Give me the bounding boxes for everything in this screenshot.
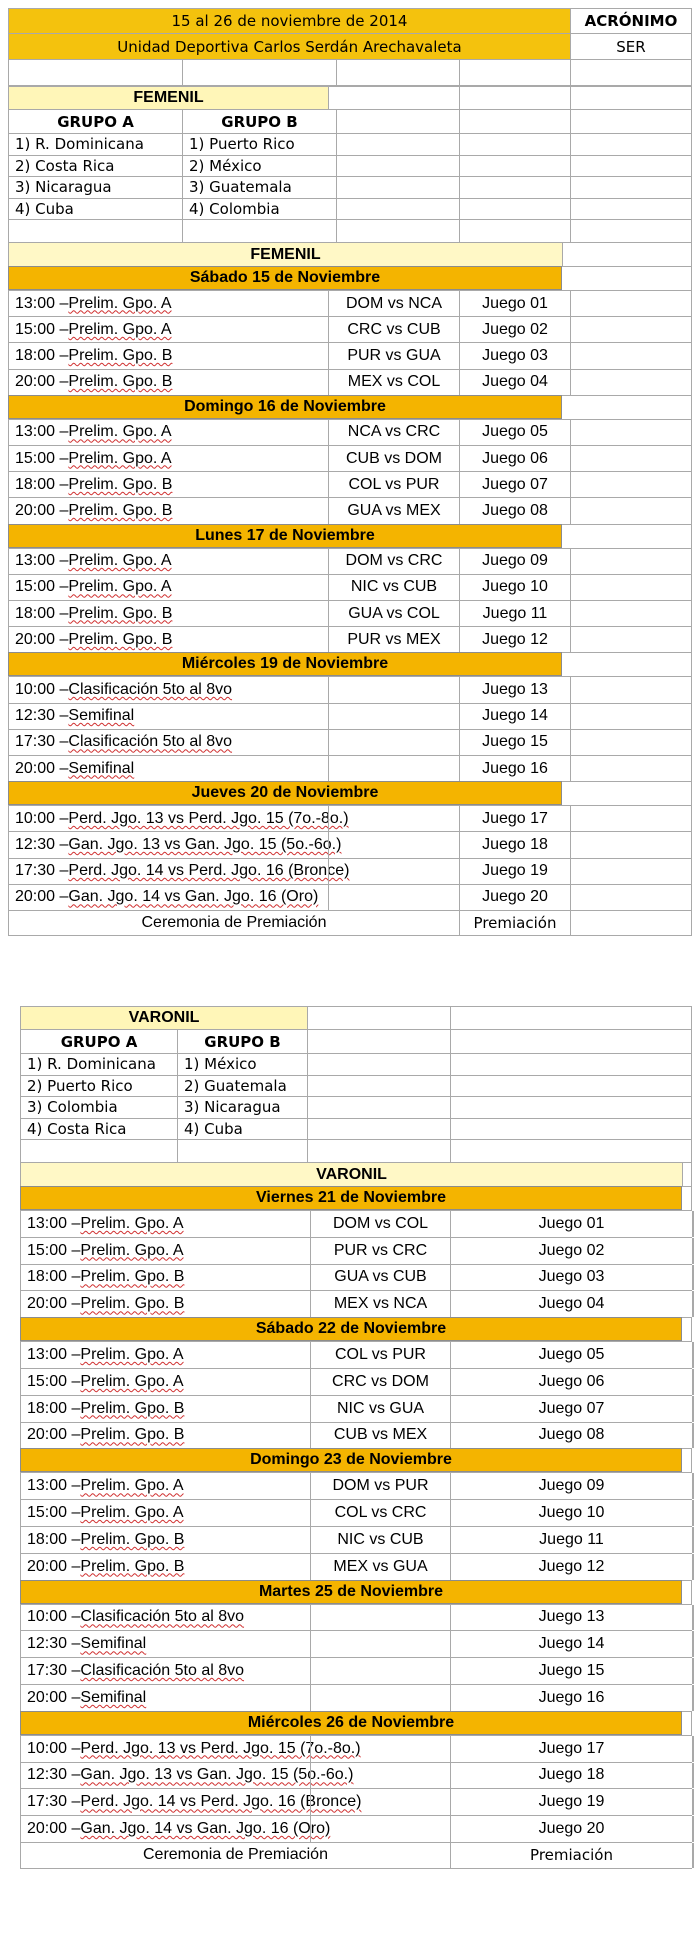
game-phase: Prelim. Gpo. A (80, 1504, 184, 1522)
game-time: 20:00 – (27, 1295, 81, 1313)
game-row (20, 1368, 692, 1395)
game-matchup: NIC vs CUB (310, 1527, 450, 1553)
game-description (20, 1763, 354, 1789)
game-time: 17:30 – (27, 1662, 81, 1680)
game-time: 20:00 – (27, 1688, 81, 1706)
game-description (8, 575, 328, 600)
game-time: 20:00 – (27, 1426, 81, 1444)
game-description (8, 885, 328, 910)
game-number: Juego 15 (450, 1658, 692, 1684)
group-b-label: GRUPO B (182, 110, 336, 133)
game-matchup: GUA vs COL (328, 601, 459, 626)
game-description (8, 704, 328, 729)
day-header: Jueves 20 de Noviembre (8, 781, 562, 805)
varonil-group-row (20, 1096, 692, 1118)
game-matchup: GUA vs MEX (328, 498, 459, 523)
game-row (8, 703, 692, 729)
game-phase: Prelim. Gpo. B (80, 1399, 185, 1417)
game-description (8, 677, 328, 702)
game-phase: Gan. Jgo. 13 vs Gan. Jgo. 15 (5o.-6o.) (68, 835, 342, 853)
game-row (8, 342, 692, 368)
game-number: Juego 04 (450, 1291, 692, 1317)
game-number: Juego 06 (450, 1369, 692, 1395)
femenil-group-row (8, 133, 692, 155)
game-phase: Prelim. Gpo. A (68, 552, 172, 570)
game-description (20, 1605, 310, 1631)
game-number: Juego 17 (450, 1736, 692, 1762)
game-time: 13:00 – (15, 552, 69, 570)
game-row (20, 1604, 692, 1631)
game-matchup: COL vs CRC (310, 1500, 450, 1526)
game-row (20, 1735, 692, 1762)
game-number: Juego 06 (459, 446, 570, 471)
game-matchup: CRC vs DOM (310, 1369, 450, 1395)
game-row (8, 574, 692, 600)
game-time: 18:00 – (27, 1268, 81, 1286)
ceremony-label: Ceremonia de Premiación (20, 1843, 450, 1868)
ceremony-row (20, 1842, 692, 1869)
varonil-title: VARONIL (20, 1007, 307, 1029)
femenil-title: FEMENIL (8, 87, 328, 109)
varonil-schedule-title: VARONIL (20, 1163, 682, 1186)
game-matchup: DOM vs CRC (328, 549, 459, 574)
femenil-title-row (8, 86, 692, 109)
game-description (8, 420, 328, 445)
game-row (8, 445, 692, 471)
game-description (20, 1211, 310, 1237)
game-phase: Prelim. Gpo. A (80, 1372, 184, 1390)
game-phase: Prelim. Gpo. A (68, 320, 172, 338)
group-a-team: 1) R. Dominicana (8, 134, 182, 155)
day-header: Miércoles 19 de Noviembre (8, 652, 562, 676)
game-phase: Gan. Jgo. 13 vs Gan. Jgo. 15 (5o.-6o.) (80, 1766, 354, 1784)
game-time: 18:00 – (27, 1530, 81, 1548)
game-row (20, 1341, 692, 1368)
game-time: 15:00 – (15, 449, 69, 467)
game-time: 10:00 – (27, 1739, 81, 1757)
game-matchup: PUR vs CRC (310, 1238, 450, 1264)
header-dates-row (8, 8, 692, 33)
game-number: Juego 19 (450, 1789, 692, 1815)
group-b-team: 3) Guatemala (182, 177, 336, 198)
group-b-label: GRUPO B (177, 1030, 307, 1053)
game-time: 18:00 – (15, 346, 69, 364)
game-number: Juego 05 (459, 420, 570, 445)
game-matchup: NCA vs CRC (328, 420, 459, 445)
game-phase: Prelim. Gpo. A (80, 1477, 184, 1495)
game-row (20, 1684, 692, 1711)
game-row (20, 1657, 692, 1684)
game-row (20, 1499, 692, 1526)
group-b-team: 1) México (177, 1054, 307, 1075)
game-description (20, 1554, 310, 1580)
game-time: 15:00 – (27, 1504, 81, 1522)
group-a-team: 3) Nicaragua (8, 177, 182, 198)
game-row (20, 1815, 692, 1842)
game-row (8, 676, 692, 702)
game-description (8, 832, 342, 857)
femenil-blank-row (8, 219, 692, 242)
game-number: Juego 09 (450, 1473, 692, 1499)
game-row (8, 884, 692, 910)
game-description (20, 1527, 310, 1553)
game-number: Juego 03 (450, 1265, 692, 1291)
game-phase: Prelim. Gpo. B (68, 501, 173, 519)
game-matchup: PUR vs MEX (328, 627, 459, 652)
game-phase: Prelim. Gpo. B (80, 1426, 185, 1444)
game-description (8, 756, 328, 781)
ceremony-code: Premiación (459, 911, 570, 935)
venue-name: Unidad Deportiva Carlos Serdán Arechavaleta (8, 34, 570, 59)
day-header: Miércoles 26 de Noviembre (20, 1711, 682, 1735)
varonil-title-row (20, 1006, 692, 1029)
game-number: Juego 16 (459, 756, 570, 781)
game-time: 20:00 – (15, 630, 69, 648)
game-phase: Perd. Jgo. 13 vs Perd. Jgo. 15 (7o.-8o.) (80, 1739, 361, 1757)
game-phase: Prelim. Gpo. B (68, 475, 173, 493)
game-row (8, 290, 692, 316)
game-phase: Semifinal (80, 1635, 147, 1653)
game-time: 17:30 – (15, 733, 69, 751)
game-phase: Prelim. Gpo. A (68, 578, 172, 596)
game-number: Juego 07 (450, 1396, 692, 1422)
game-phase: Prelim. Gpo. A (68, 294, 172, 312)
game-number: Juego 15 (459, 730, 570, 755)
game-matchup: CUB vs DOM (328, 446, 459, 471)
game-phase: Prelim. Gpo. A (68, 423, 172, 441)
game-description (20, 1631, 310, 1657)
game-description (8, 730, 328, 755)
game-number: Juego 18 (459, 832, 570, 857)
game-matchup: PUR vs GUA (328, 343, 459, 368)
femenil-group-labels (8, 109, 692, 133)
game-number: Juego 02 (459, 317, 570, 342)
game-row (20, 1762, 692, 1789)
game-description (20, 1736, 361, 1762)
game-matchup: NIC vs CUB (328, 575, 459, 600)
game-time: 18:00 – (15, 475, 69, 493)
game-number: Juego 11 (459, 601, 570, 626)
game-number: Juego 10 (450, 1500, 692, 1526)
group-a-team: 1) R. Dominicana (20, 1054, 177, 1075)
game-row (8, 548, 692, 574)
game-number: Juego 17 (459, 806, 570, 831)
varonil-schedule-title-row (20, 1162, 692, 1186)
game-phase: Prelim. Gpo. A (80, 1241, 184, 1259)
game-row (8, 471, 692, 497)
group-a-team: 2) Costa Rica (8, 156, 182, 177)
ceremony-label: Ceremonia de Premiación (8, 911, 459, 935)
game-row (8, 419, 692, 445)
game-matchup: COL vs PUR (328, 472, 459, 497)
game-row (8, 729, 692, 755)
game-phase: Clasificación 5to al 8vo (80, 1608, 245, 1626)
acronym-value: SER (570, 34, 692, 59)
game-number: Juego 01 (450, 1211, 692, 1237)
game-phase: Gan. Jgo. 14 vs Gan. Jgo. 16 (Oro) (68, 888, 319, 906)
game-description (8, 291, 328, 316)
group-a-team: 2) Puerto Rico (20, 1076, 177, 1097)
game-time: 13:00 – (15, 294, 69, 312)
game-time: 10:00 – (27, 1608, 81, 1626)
game-number: Juego 01 (459, 291, 570, 316)
day-header: Martes 25 de Noviembre (20, 1580, 682, 1604)
game-time: 10:00 – (15, 680, 69, 698)
game-phase: Prelim. Gpo. B (80, 1530, 185, 1548)
varonil-group-row (20, 1075, 692, 1097)
game-time: 20:00 – (15, 759, 69, 777)
group-a-team: 4) Costa Rica (20, 1119, 177, 1140)
game-matchup: DOM vs COL (310, 1211, 450, 1237)
group-a-team: 4) Cuba (8, 199, 182, 220)
game-matchup: DOM vs NCA (328, 291, 459, 316)
game-matchup: MEX vs NCA (310, 1291, 450, 1317)
game-time: 13:00 – (27, 1346, 81, 1364)
game-row (20, 1210, 692, 1237)
game-number: Juego 12 (459, 627, 570, 652)
game-phase: Semifinal (68, 759, 135, 777)
game-phase: Prelim. Gpo. B (80, 1295, 185, 1313)
game-time: 12:30 – (15, 707, 69, 725)
game-description (8, 601, 328, 626)
game-time: 10:00 – (15, 809, 69, 827)
game-description (8, 627, 328, 652)
game-row (20, 1526, 692, 1553)
game-description (8, 343, 328, 368)
game-time: 13:00 – (27, 1214, 81, 1232)
varonil-blank-row (20, 1139, 692, 1162)
game-number: Juego 16 (450, 1685, 692, 1711)
game-description (8, 859, 350, 884)
group-b-team: 3) Nicaragua (177, 1097, 307, 1118)
game-time: 20:00 – (15, 501, 69, 519)
game-number: Juego 03 (459, 343, 570, 368)
game-number: Juego 13 (450, 1605, 692, 1631)
header-venue-row (8, 33, 692, 59)
game-row (20, 1630, 692, 1657)
game-phase: Prelim. Gpo. B (80, 1557, 185, 1575)
game-time: 12:30 – (27, 1635, 81, 1653)
game-description (20, 1396, 310, 1422)
game-description (20, 1685, 310, 1711)
varonil-group-row (20, 1118, 692, 1140)
game-row (20, 1472, 692, 1499)
game-number: Juego 18 (450, 1763, 692, 1789)
game-phase: Prelim. Gpo. B (68, 373, 173, 391)
game-time: 15:00 – (27, 1372, 81, 1390)
day-header: Sábado 15 de Noviembre (8, 266, 562, 290)
game-description (8, 472, 328, 497)
game-time: 12:30 – (15, 835, 69, 853)
game-phase: Prelim. Gpo. B (68, 604, 173, 622)
game-time: 12:30 – (27, 1766, 81, 1784)
game-time: 13:00 – (27, 1477, 81, 1495)
game-number: Juego 09 (459, 549, 570, 574)
game-description (8, 549, 328, 574)
game-phase: Semifinal (80, 1688, 147, 1706)
game-matchup: COL vs PUR (310, 1342, 450, 1368)
game-time: 20:00 – (27, 1557, 81, 1575)
game-row (8, 600, 692, 626)
ceremony-code: Premiación (450, 1843, 692, 1868)
game-description (8, 446, 328, 471)
game-phase: Prelim. Gpo. B (80, 1268, 185, 1286)
game-phase: Clasificación 5to al 8vo (68, 733, 233, 751)
game-description (20, 1500, 310, 1526)
ceremony-row (8, 910, 692, 936)
varonil-group-labels (20, 1029, 692, 1053)
game-matchup: CRC vs CUB (328, 317, 459, 342)
game-phase: Gan. Jgo. 14 vs Gan. Jgo. 16 (Oro) (80, 1820, 331, 1838)
game-matchup: CUB vs MEX (310, 1423, 450, 1449)
game-phase: Prelim. Gpo. B (68, 346, 173, 364)
day-header: Sábado 22 de Noviembre (20, 1317, 682, 1341)
group-a-team: 3) Colombia (20, 1097, 177, 1118)
game-time: 15:00 – (15, 578, 69, 596)
game-description (20, 1265, 310, 1291)
game-matchup: DOM vs PUR (310, 1473, 450, 1499)
day-header: Viernes 21 de Noviembre (20, 1186, 682, 1210)
game-time: 15:00 – (27, 1241, 81, 1259)
game-row (20, 1290, 692, 1317)
game-description (8, 370, 328, 395)
game-phase: Perd. Jgo. 14 vs Perd. Jgo. 16 (Bronce) (68, 862, 350, 880)
game-number: Juego 05 (450, 1342, 692, 1368)
game-time: 18:00 – (27, 1399, 81, 1417)
game-row (8, 858, 692, 884)
game-row (8, 626, 692, 652)
game-description (20, 1342, 310, 1368)
group-a-label: GRUPO A (8, 110, 182, 133)
game-number: Juego 19 (459, 859, 570, 884)
group-a-label: GRUPO A (20, 1030, 177, 1053)
game-description (20, 1658, 310, 1684)
game-phase: Prelim. Gpo. A (80, 1214, 184, 1232)
femenil-schedule-title: FEMENIL (8, 243, 562, 266)
game-time: 20:00 – (15, 888, 69, 906)
game-number: Juego 10 (459, 575, 570, 600)
game-phase: Perd. Jgo. 13 vs Perd. Jgo. 15 (7o.-8o.) (68, 809, 349, 827)
game-description (8, 498, 328, 523)
femenil-schedule-title-row (8, 242, 692, 266)
game-number: Juego 14 (450, 1631, 692, 1657)
game-number: Juego 07 (459, 472, 570, 497)
game-number: Juego 20 (459, 885, 570, 910)
game-description (20, 1473, 310, 1499)
game-time: 20:00 – (27, 1820, 81, 1838)
tournament-dates: 15 al 26 de noviembre de 2014 (8, 9, 570, 33)
group-b-team: 2) Guatemala (177, 1076, 307, 1097)
game-time: 20:00 – (15, 373, 69, 391)
game-phase: Prelim. Gpo. A (68, 449, 172, 467)
game-row (20, 1422, 692, 1449)
game-description (20, 1238, 310, 1264)
game-row (8, 755, 692, 781)
game-phase: Clasificación 5to al 8vo (80, 1662, 245, 1680)
game-description (20, 1423, 310, 1449)
game-number: Juego 02 (450, 1238, 692, 1264)
game-number: Juego 08 (450, 1423, 692, 1449)
game-row (20, 1395, 692, 1422)
day-header: Domingo 16 de Noviembre (8, 395, 562, 419)
game-time: 18:00 – (15, 604, 69, 622)
game-description (8, 317, 328, 342)
game-matchup: NIC vs GUA (310, 1396, 450, 1422)
game-number: Juego 12 (450, 1554, 692, 1580)
game-row (20, 1264, 692, 1291)
game-description (20, 1816, 331, 1842)
game-row (8, 805, 692, 831)
game-number: Juego 13 (459, 677, 570, 702)
game-number: Juego 08 (459, 498, 570, 523)
group-b-team: 2) México (182, 156, 336, 177)
day-header: Domingo 23 de Noviembre (20, 1448, 682, 1472)
game-description (20, 1369, 310, 1395)
group-b-team: 1) Puerto Rico (182, 134, 336, 155)
game-number: Juego 04 (459, 370, 570, 395)
game-time: 17:30 – (15, 862, 69, 880)
game-phase: Prelim. Gpo. A (80, 1346, 184, 1364)
game-matchup: GUA vs CUB (310, 1265, 450, 1291)
group-b-team: 4) Colombia (182, 199, 336, 220)
game-phase: Semifinal (68, 707, 135, 725)
femenil-group-row (8, 176, 692, 198)
game-description (8, 806, 349, 831)
game-phase: Perd. Jgo. 14 vs Perd. Jgo. 16 (Bronce) (80, 1793, 362, 1811)
game-row (20, 1788, 692, 1815)
game-row (8, 497, 692, 523)
game-row (20, 1237, 692, 1264)
game-time: 15:00 – (15, 320, 69, 338)
game-number: Juego 11 (450, 1527, 692, 1553)
day-header: Lunes 17 de Noviembre (8, 524, 562, 548)
game-matchup: MEX vs COL (328, 370, 459, 395)
femenil-group-row (8, 198, 692, 220)
game-phase: Clasificación 5to al 8vo (68, 680, 233, 698)
game-time: 13:00 – (15, 423, 69, 441)
game-matchup: MEX vs GUA (310, 1554, 450, 1580)
game-row (8, 316, 692, 342)
group-b-team: 4) Cuba (177, 1119, 307, 1140)
game-phase: Prelim. Gpo. B (68, 630, 173, 648)
acronym-label: ACRÓNIMO (570, 9, 692, 33)
femenil-group-row (8, 155, 692, 177)
blank-row (8, 59, 692, 86)
game-description (20, 1789, 362, 1815)
game-row (8, 369, 692, 395)
game-number: Juego 20 (450, 1816, 692, 1842)
game-row (20, 1553, 692, 1580)
game-description (20, 1291, 310, 1317)
game-time: 17:30 – (27, 1793, 81, 1811)
game-row (8, 831, 692, 857)
game-number: Juego 14 (459, 704, 570, 729)
varonil-group-row (20, 1053, 692, 1075)
